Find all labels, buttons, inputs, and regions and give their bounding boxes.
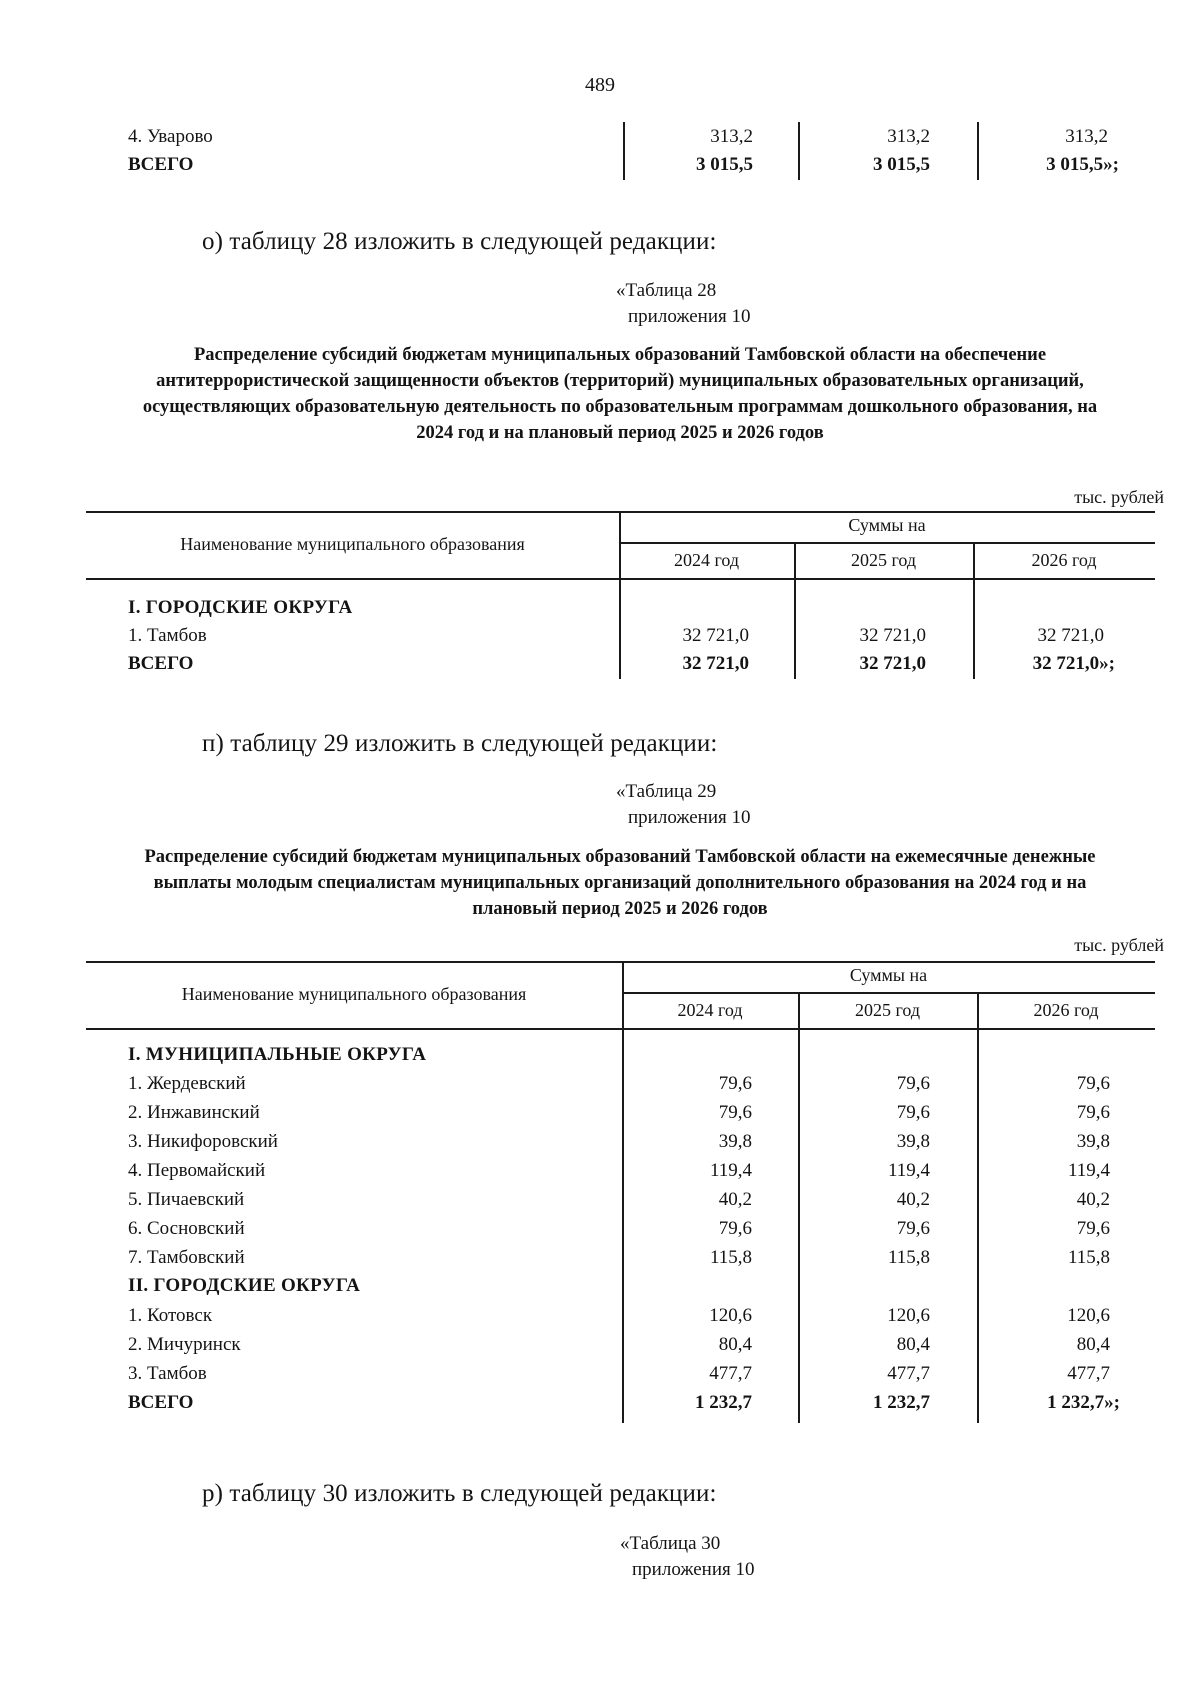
table-row	[0, 1305, 1200, 1332]
table-row	[0, 1218, 1200, 1245]
column-header-2026: 2026 год	[1033, 1000, 1099, 1020]
value-2024: 32 721,0	[682, 625, 749, 646]
table-row-total	[0, 1392, 1200, 1419]
row-name: 1. Жердевский	[128, 1073, 246, 1094]
row-name: 3. Никифоровский	[128, 1131, 278, 1152]
value-2024: 39,8	[718, 1131, 752, 1152]
table-29-caption-line1: «Таблица 29	[616, 781, 717, 802]
value-2025: 115,8	[887, 1247, 930, 1268]
row-name: 6. Сосновский	[128, 1218, 245, 1239]
value-2025: 79,6	[896, 1073, 930, 1094]
table-30-caption-line2: приложения 10	[632, 1559, 755, 1580]
column-header-name: Наименование муниципального образования	[181, 984, 527, 1004]
table-row-total	[0, 653, 1200, 680]
table-row	[0, 1363, 1200, 1390]
table-28-unit: тыс. рублей	[1074, 487, 1164, 507]
column-header-sums: Суммы на	[849, 965, 928, 985]
table-29-caption-line2: приложения 10	[628, 807, 751, 828]
value-2026: 79,6	[1076, 1102, 1110, 1123]
table-30-caption-line1: «Таблица 30	[620, 1533, 721, 1554]
value-2024: 119,4	[709, 1160, 752, 1181]
table-28-title: Распределение субсидий бюджетам муниципальных образований Тамбовской области на обеспечение антитеррористической защищенности объектов (территорий) муниципальных образовательных организаций, осуществляющих образовательную деятельность по образовательным программам дошкольного образования, на 2024 год и на плановый период 2025 и 2026 годов	[142, 345, 1098, 443]
instruction-table-28: о) таблицу 28 изложить в следующей редакции:	[202, 228, 717, 255]
value-2026: 3 015,5»;	[1046, 154, 1119, 175]
value-2025: 3 015,5	[873, 154, 930, 175]
value-2025: 119,4	[887, 1160, 930, 1181]
table-row	[0, 1073, 1200, 1100]
column-header-2024: 2024 год	[677, 1000, 743, 1020]
table-row	[0, 1247, 1200, 1274]
value-2025: 32 721,0	[859, 653, 926, 674]
instruction-table-30: р) таблицу 30 изложить в следующей редакции:	[202, 1480, 717, 1507]
row-name: 3. Тамбов	[128, 1363, 207, 1384]
row-name: 4. Первомайский	[128, 1160, 266, 1181]
column-header-sums: Суммы на	[848, 515, 926, 535]
value-2024: 79,6	[718, 1102, 752, 1123]
section-header-urban: I. ГОРОДСКИЕ ОКРУГА	[128, 597, 353, 618]
value-2024: 1 232,7	[695, 1392, 752, 1413]
value-2024: 79,6	[718, 1218, 752, 1239]
section-header-municipal: I. МУНИЦИПАЛЬНЫЕ ОКРУГА	[128, 1044, 427, 1065]
value-2026: 119,4	[1067, 1160, 1110, 1181]
value-2025: 32 721,0	[859, 625, 926, 646]
table-row-total	[0, 154, 1200, 181]
row-name: 2. Инжавинский	[128, 1102, 260, 1123]
row-name: 1. Тамбов	[128, 625, 207, 646]
value-2026: 313,2	[1065, 126, 1108, 147]
table-row	[0, 126, 1200, 153]
value-2025: 79,6	[896, 1102, 930, 1123]
value-2024: 115,8	[709, 1247, 752, 1268]
value-2026: 32 721,0	[1037, 625, 1104, 646]
value-2025: 120,6	[887, 1305, 930, 1326]
value-2026: 115,8	[1067, 1247, 1110, 1268]
value-2024: 120,6	[709, 1305, 752, 1326]
value-2025: 40,2	[896, 1189, 930, 1210]
table-row	[0, 1189, 1200, 1216]
row-name: 2. Мичуринск	[128, 1334, 241, 1355]
value-2024: 313,2	[710, 126, 753, 147]
column-header-2024: 2024 год	[673, 550, 740, 570]
value-2024: 32 721,0	[682, 653, 749, 674]
value-2026: 1 232,7»;	[1047, 1392, 1120, 1413]
table-row	[0, 1131, 1200, 1158]
section-header-urban: II. ГОРОДСКИЕ ОКРУГА	[128, 1275, 361, 1296]
value-2024: 477,7	[709, 1363, 752, 1384]
value-2026: 79,6	[1076, 1073, 1110, 1094]
page-number: 489	[585, 74, 615, 96]
row-name: ВСЕГО	[128, 653, 194, 674]
column-header-2025: 2025 год	[854, 1000, 921, 1020]
value-2024: 40,2	[718, 1189, 752, 1210]
value-2026: 120,6	[1067, 1305, 1110, 1326]
table-row	[0, 625, 1200, 652]
value-2026: 477,7	[1067, 1363, 1110, 1384]
table-29-unit: тыс. рублей	[1074, 935, 1164, 955]
value-2025: 80,4	[896, 1334, 930, 1355]
value-2025: 313,2	[887, 126, 930, 147]
table-29-title: Распределение субсидий бюджетам муниципальных образований Тамбовской области на ежемесячные денежные выплаты молодым специалистам муниципальных организаций дополнительного образования на 2024 год и на плановый период 2025 и 2026 годов	[144, 847, 1096, 919]
value-2026: 40,2	[1076, 1189, 1110, 1210]
row-name: 7. Тамбовский	[128, 1247, 245, 1268]
table-row	[0, 1334, 1200, 1361]
row-name: ВСЕГО	[128, 1392, 194, 1413]
table-28-caption-line2: приложения 10	[628, 306, 751, 327]
table-28-caption-line1: «Таблица 28	[616, 280, 717, 301]
value-2026: 39,8	[1076, 1131, 1110, 1152]
value-2025: 477,7	[887, 1363, 930, 1384]
value-2026: 80,4	[1076, 1334, 1110, 1355]
instruction-table-29: п) таблицу 29 изложить в следующей редакции:	[202, 730, 718, 757]
row-name: 1. Котовск	[128, 1305, 213, 1326]
table-row	[0, 1160, 1200, 1187]
column-header-2025: 2025 год	[850, 550, 917, 570]
row-name: ВСЕГО	[128, 154, 194, 175]
value-2025: 79,6	[896, 1218, 930, 1239]
row-name: 4. Уварово	[128, 126, 213, 147]
value-2024: 3 015,5	[696, 154, 753, 175]
column-header-name: Наименование муниципального образования	[180, 534, 525, 554]
value-2025: 39,8	[896, 1131, 930, 1152]
value-2024: 80,4	[718, 1334, 752, 1355]
column-header-2026: 2026 год	[1031, 550, 1097, 570]
value-2025: 1 232,7	[873, 1392, 930, 1413]
value-2026: 32 721,0»;	[1032, 653, 1115, 674]
table-row	[0, 1102, 1200, 1129]
value-2024: 79,6	[718, 1073, 752, 1094]
row-name: 5. Пичаевский	[128, 1189, 245, 1210]
value-2026: 79,6	[1076, 1218, 1110, 1239]
